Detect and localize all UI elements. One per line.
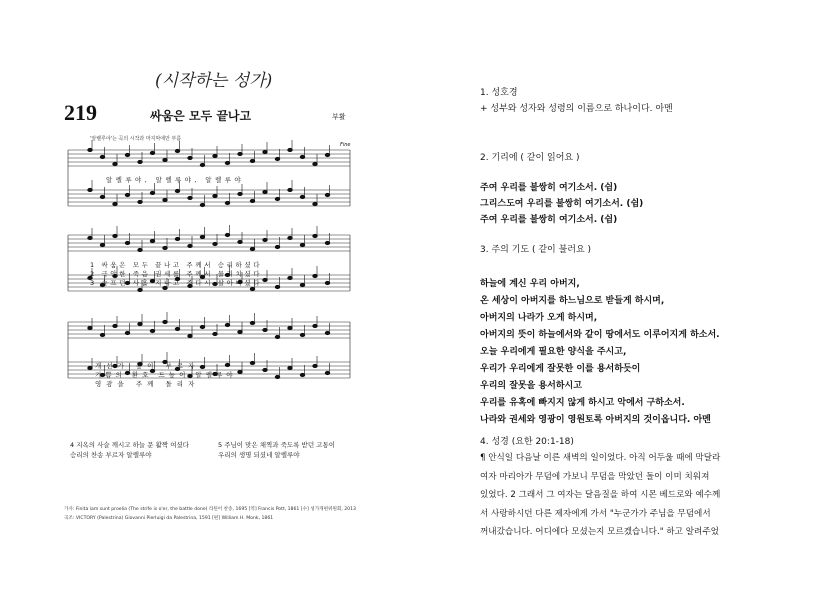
item3-heading: 3. 주의 기도 ( 같이 불러요 ) [480, 245, 592, 255]
note-head [200, 163, 204, 166]
note-head [88, 236, 92, 239]
note-head [263, 278, 267, 281]
fine-mark: Fine [340, 142, 351, 148]
note-head [225, 323, 229, 326]
note-head [250, 361, 254, 364]
note-head [263, 190, 267, 193]
note-head [275, 197, 279, 200]
note-head [275, 157, 279, 160]
prayer-line-3: 아버지의 나라가 오게 하시며, [480, 313, 598, 323]
note-head [275, 245, 279, 248]
item4-heading: 4. 성경 (요한 20:1-18) [480, 437, 574, 447]
note-head [313, 202, 317, 205]
note-head [225, 233, 229, 236]
note-head [288, 366, 292, 369]
note-head [175, 237, 179, 240]
note-head [300, 373, 304, 376]
hymn-category: 부활 [332, 113, 346, 121]
note-head [125, 241, 129, 244]
note-head [188, 156, 192, 159]
singing-instruction: '알렐루야'는 곡의 시작과 마지막에만 부름 [90, 136, 182, 142]
note-head [250, 247, 254, 250]
note-head [88, 366, 92, 369]
note-head [325, 241, 329, 244]
note-head [263, 328, 267, 331]
note-head [275, 285, 279, 288]
kyrie-line-1: 주여 우리를 불쌍히 여기소서. (쉼) [480, 183, 618, 193]
note-head [250, 287, 254, 290]
note-head [200, 235, 204, 238]
system2-lyric-1: 1 싸움은 모두 끝나고 주께서 승리하셨다 [90, 261, 263, 269]
note-head [163, 158, 167, 161]
note-head [238, 240, 242, 243]
stanza-5-line-1: 5 주님이 맞은 채찍과 죽도록 받던 고통이 [218, 441, 335, 449]
prayer-line-7: 우리의 잘못을 용서하시고 [480, 381, 582, 391]
note-head [288, 148, 292, 151]
note-head [313, 234, 317, 237]
system3-lyric-2: 기쁨의 환호 드높이 알렐루야 [95, 371, 237, 379]
note-head [325, 193, 329, 196]
section-heading: (시작하는 성가) [155, 71, 273, 91]
note-head [100, 243, 104, 246]
note-head [163, 198, 167, 201]
hymn-credits [64, 505, 356, 523]
item2-heading: 2. 기리에 ( 같이 읽어요 ) [480, 153, 580, 163]
system1-lyric: 알렐루야, 알렐루야, 알렐루야 [106, 176, 245, 184]
note-head [113, 202, 117, 205]
note-head [288, 276, 292, 279]
note-head [113, 162, 117, 165]
note-head [300, 243, 304, 246]
note-head [325, 281, 329, 284]
note-head [250, 159, 254, 162]
stanza-4-line-2: 승리의 찬송 부르자 알렐루야 [70, 451, 152, 459]
note-head [100, 155, 104, 158]
note-head [213, 242, 217, 245]
note-head [263, 368, 267, 371]
note-head [313, 324, 317, 327]
note-head [188, 196, 192, 199]
prayer-line-6: 우리가 우리에게 잘못한 이를 용서하듯이 [480, 364, 641, 374]
note-head [250, 199, 254, 202]
note-head [275, 335, 279, 338]
scripture-reading [480, 449, 798, 542]
note-head [188, 334, 192, 337]
note-head [175, 189, 179, 192]
note-head [163, 246, 167, 249]
liturgy-page [420, 0, 840, 593]
note-head [325, 371, 329, 374]
hymn-title: 싸움은 모두 끝나고 [150, 109, 252, 123]
stanza-4-line-1: 4 지옥의 사슬 깨시고 하늘 문 활짝 여셨다 [70, 441, 190, 449]
note-head [188, 244, 192, 247]
system3-lyric-1: 개선가 높이 부르자 [95, 362, 200, 370]
note-head [150, 239, 154, 242]
reading-line-3: 있었다. 2 그래서 그 여자는 달음질을 하여 시몬 베드로와 예수께 [480, 490, 721, 500]
note-head [288, 236, 292, 239]
reading-line-1: ¶ 안식일 다음날 이른 새벽의 일이었다. 아직 어두울 때에 막달라 [480, 453, 721, 463]
note-head [200, 325, 204, 328]
note-head [200, 365, 204, 368]
note-head [313, 274, 317, 277]
note-head [300, 283, 304, 286]
note-head [238, 370, 242, 373]
note-head [113, 234, 117, 237]
reading-line-2: 여자 마리아가 무덤에 가보니 무덤을 막았던 돌이 이미 치워져 [480, 471, 710, 482]
prayer-line-2: 온 세상이 아버지를 하느님으로 받들게 하시며, [480, 296, 665, 306]
note-head [325, 153, 329, 156]
note-head [263, 150, 267, 153]
note-head [263, 238, 267, 241]
note-head [238, 330, 242, 333]
kyrie-line-2: 그리스도여 우리를 불쌍히 여기소서. (쉼) [480, 199, 644, 209]
note-head [213, 154, 217, 157]
system3-lyric-3: 영광을 주께 돌리자 [95, 380, 200, 388]
note-head [200, 203, 204, 206]
note-head [250, 321, 254, 324]
system2-lyric-2: 2 극악한 죽음 권세를 주께서 물리치셨다 [90, 270, 263, 278]
hymn-number: 219 [64, 100, 97, 125]
note-head [100, 333, 104, 336]
note-head [225, 201, 229, 204]
note-head [163, 320, 167, 323]
item1-heading: 1. 성호경 [480, 88, 518, 98]
note-head [300, 195, 304, 198]
note-head [225, 161, 229, 164]
note-head [175, 327, 179, 330]
reading-line-4: 서 사랑하시던 다른 제자에게 가서 "누군가가 주님을 무덤에서 [480, 508, 711, 519]
note-head [138, 322, 142, 325]
note-head [150, 329, 154, 332]
note-head [88, 326, 92, 329]
note-head [150, 151, 154, 154]
prayer-line-1: 하늘에 계신 우리 아버지, [480, 279, 580, 289]
note-head [125, 153, 129, 156]
stanza-5-line-2: 우리의 생명 되셨네 알렐루야 [218, 451, 300, 459]
note-head [138, 200, 142, 203]
note-head [275, 375, 279, 378]
note-head [325, 331, 329, 334]
note-head [213, 332, 217, 335]
note-head [238, 152, 242, 155]
note-head [300, 155, 304, 158]
note-head [88, 188, 92, 191]
note-head [138, 160, 142, 163]
note-head [125, 331, 129, 334]
note-head [88, 148, 92, 151]
note-head [238, 192, 242, 195]
credit-lyrics: 가사: Finita iam sunt proelia (The strife is o'er, the battle done) 라틴어 찬송, 1695 [역] Francis Pott, 1861 [수] 성가개편위원회, 2013 [64, 507, 356, 512]
note-head [213, 194, 217, 197]
note-head [100, 195, 104, 198]
note-head [313, 162, 317, 165]
note-head [225, 363, 229, 366]
note-head [125, 193, 129, 196]
note-head [138, 248, 142, 251]
kyrie-line-3: 주여 우리를 불쌍히 여기소서. (쉼) [480, 215, 618, 225]
prayer-line-4: 아버지의 뜻이 하늘에서와 같이 땅에서도 이루어지게 하소서. [480, 330, 720, 340]
note-head [288, 188, 292, 191]
prayer-line-5: 오늘 우리에게 필요한 양식을 주시고, [480, 347, 627, 357]
credit-tune: 곡조: VICTORY (Palestrina) Giovanni Pierluigi da Palestrina, 1591 [편] William H. Monk, 1861 [64, 516, 274, 521]
note-head [138, 288, 142, 291]
note-head [313, 364, 317, 367]
note-head [300, 333, 304, 336]
reading-line-5: 꺼내갔습니다. 어디에다 모셨는지 모르겠습니다." 하고 알려주었 [480, 527, 719, 537]
note-head [113, 324, 117, 327]
system2-lyric-3: 3 슬프던 사흘 지나고 주다시 살아나셨다 [90, 279, 263, 287]
prayer-line-8: 우리를 유혹에 빠지지 않게 하시고 악에서 구하소서. [480, 398, 685, 408]
note-head [175, 149, 179, 152]
item1-body: + 성부와 성자와 성령의 이름으로 하나이다. 아멘 [480, 104, 673, 114]
note-head [288, 326, 292, 329]
note-head [150, 191, 154, 194]
prayer-line-9: 나라와 권세와 영광이 영원토록 아버지의 것이옵니다. 아멘 [480, 415, 711, 425]
